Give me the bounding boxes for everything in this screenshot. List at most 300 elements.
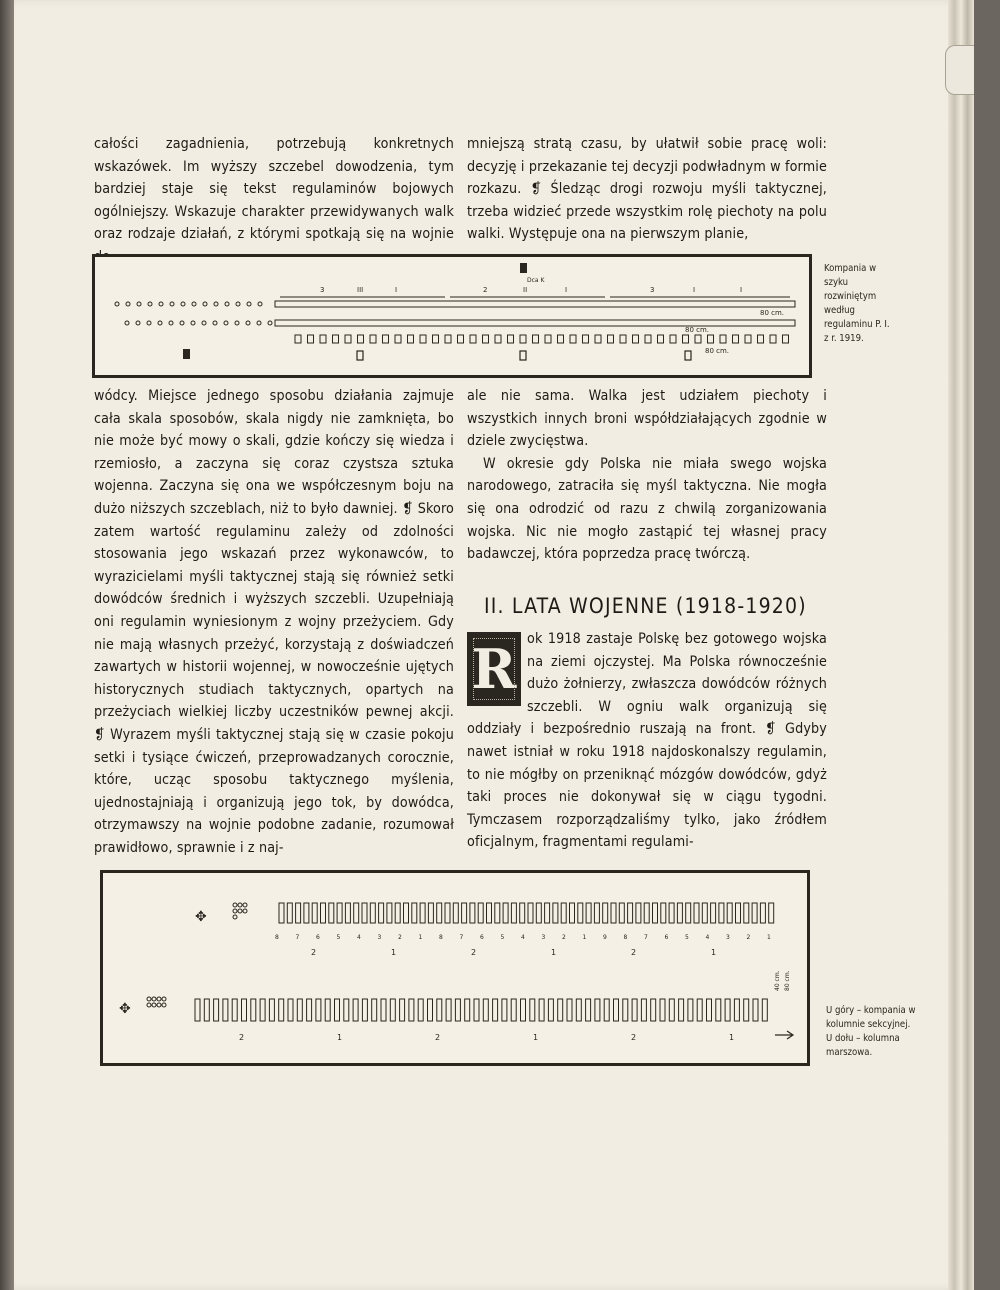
section-number: 5 xyxy=(336,934,341,941)
top-group-numbers xyxy=(311,948,716,957)
soldier-square xyxy=(395,335,401,343)
fig2-measure-b: 80 cm. xyxy=(784,970,791,991)
unit-bar xyxy=(420,903,425,923)
soldier-square xyxy=(470,335,476,343)
soldier-square xyxy=(658,335,664,343)
unit-bar xyxy=(390,999,395,1021)
unit-bar xyxy=(719,903,724,923)
unit-bar xyxy=(329,903,334,923)
soldier-square xyxy=(308,335,314,343)
unit-bar xyxy=(195,999,200,1021)
unit-bar xyxy=(511,999,516,1021)
unit-bar xyxy=(528,903,533,923)
soldier-dot xyxy=(181,302,185,306)
soldier-square xyxy=(295,335,301,343)
unit-bar xyxy=(520,903,525,923)
soldier-square xyxy=(770,335,776,343)
soldier-square xyxy=(383,335,389,343)
soldier-square xyxy=(458,335,464,343)
bottom-commander xyxy=(119,1001,131,1017)
unit-bar xyxy=(644,903,649,923)
unit-bar xyxy=(558,999,563,1021)
unit-bar xyxy=(412,903,417,923)
unit-bar xyxy=(702,903,707,923)
figure-2-diagram xyxy=(103,873,807,1063)
unit-dot xyxy=(147,1003,151,1007)
section-number: 2 xyxy=(398,934,402,941)
section-number: 4 xyxy=(357,934,361,941)
unit-bar xyxy=(619,903,624,923)
soldier-dot xyxy=(147,321,151,325)
unit-bar xyxy=(428,999,433,1021)
page-edges xyxy=(948,0,974,1290)
unit-bar xyxy=(287,903,292,923)
soldier-dot xyxy=(126,302,130,306)
unit-bar xyxy=(553,903,558,923)
unit-bar xyxy=(753,999,758,1021)
unit-bar xyxy=(586,999,591,1021)
section-number: 1 xyxy=(767,934,771,941)
unit-bar xyxy=(487,903,492,923)
soldier-dot xyxy=(247,302,251,306)
section-number: 3 xyxy=(377,934,382,941)
soldier-square xyxy=(583,335,589,343)
section-number: 8 xyxy=(623,934,628,941)
right-paragraph-mid-2: W okresie gdy Polska nie miała swego wojska narodowego, zatraciła się myśl taktyczna. Nie mogła się ona odrodzić od razu z chwilą zorganizowania wojska. Nic nie mogło zastąpić tej własnej pracy badawczej, która poprzedza pracę twórczą. xyxy=(467,455,827,563)
top-section-numbers xyxy=(275,934,771,941)
soldier-square xyxy=(695,335,701,343)
section-number: 1 xyxy=(582,934,587,941)
unit-bar xyxy=(586,903,591,923)
unit-bar xyxy=(744,903,749,923)
unit-bar xyxy=(462,903,467,923)
unit-bar xyxy=(578,903,583,923)
page-tab xyxy=(945,45,974,95)
unit-bar xyxy=(279,903,284,923)
unit-bar xyxy=(321,903,326,923)
right-paragraph-mid-1: ale nie sama. Walka jest udziałem piechoty i wszystkich innych broni współdziałających zgodnie w dziele zwycięstwa. xyxy=(467,388,827,450)
section-number: 9 xyxy=(603,934,607,941)
left-column-mid xyxy=(94,385,454,859)
unit-bar xyxy=(628,903,633,923)
unit-bar xyxy=(594,903,599,923)
row-squares xyxy=(295,335,789,343)
figure-1-caption: Kompania w szyku rozwiniętym według regulaminu P. I. z r. 1919. xyxy=(824,263,890,344)
unit-bar xyxy=(204,999,209,1021)
unit-dot xyxy=(238,909,242,913)
section-number: 5 xyxy=(685,934,689,941)
unit-bar xyxy=(242,999,247,1021)
unit-bar xyxy=(354,903,359,923)
top-number: 3 xyxy=(650,286,655,294)
unit-bar xyxy=(372,999,377,1021)
group-number: 1 xyxy=(533,1033,539,1042)
unit-dot xyxy=(147,997,151,1001)
top-number: II xyxy=(523,286,528,294)
unit-bar xyxy=(669,903,674,923)
unit-bar xyxy=(545,903,550,923)
unit-bar xyxy=(288,999,293,1021)
unit-bar xyxy=(503,903,508,923)
soldier-square xyxy=(533,335,539,343)
unit-bar xyxy=(223,999,228,1021)
soldier-square xyxy=(445,335,451,343)
unit-bar xyxy=(636,903,641,923)
measure-b: 80 cm. xyxy=(685,326,710,334)
top-column-units xyxy=(233,903,774,923)
unit-bar xyxy=(502,999,507,1021)
section-number: 7 xyxy=(459,934,464,941)
section-heading: II. LATA WOJENNE (1918-1920) xyxy=(484,594,807,618)
soldier-square xyxy=(720,335,726,343)
unit-bar xyxy=(716,999,721,1021)
unit-bar xyxy=(604,999,609,1021)
unit-bar xyxy=(445,903,450,923)
unit-bar xyxy=(561,903,566,923)
unit-bar xyxy=(260,999,265,1021)
unit-bar xyxy=(307,999,312,1021)
unit-bar xyxy=(483,999,488,1021)
unit-bar xyxy=(623,999,628,1021)
section-number: 4 xyxy=(521,934,525,941)
unit-bar xyxy=(725,999,730,1021)
unit-bar xyxy=(661,903,666,923)
bottom-markers xyxy=(357,351,691,360)
soldier-dot xyxy=(235,321,239,325)
top-number: I xyxy=(740,286,743,294)
command-label: Dca K xyxy=(527,277,545,284)
unit-dot xyxy=(152,1003,156,1007)
unit-dot xyxy=(152,997,156,1001)
unit-bar xyxy=(478,903,483,923)
unit-bar xyxy=(437,903,442,923)
soldier-square xyxy=(545,335,551,343)
unit-bar xyxy=(362,999,367,1021)
soldier-dot xyxy=(136,321,140,325)
unit-bar xyxy=(641,999,646,1021)
group-number: 1 xyxy=(551,948,557,957)
group-number: 2 xyxy=(435,1033,441,1042)
unit-bar xyxy=(409,999,414,1021)
section-number: 6 xyxy=(664,934,669,941)
unit-bar xyxy=(395,903,400,923)
officer-marker xyxy=(520,351,526,360)
group-number: 1 xyxy=(337,1033,343,1042)
section-number: 7 xyxy=(644,934,648,941)
unit-bar xyxy=(511,903,516,923)
unit-bar xyxy=(603,903,608,923)
unit-bar xyxy=(539,999,544,1021)
soldier-square xyxy=(620,335,626,343)
unit-bar xyxy=(474,999,479,1021)
group-number: 1 xyxy=(711,948,717,957)
unit-bar xyxy=(345,903,350,923)
unit-dot xyxy=(243,909,247,913)
commander-symbol xyxy=(520,263,546,284)
unit-bar xyxy=(548,999,553,1021)
section-number: 3 xyxy=(541,934,546,941)
unit-bar xyxy=(688,999,693,1021)
unit-bar xyxy=(381,999,386,1021)
right-column-mid xyxy=(467,385,827,566)
unit-bar xyxy=(707,999,712,1021)
soldier-square xyxy=(633,335,639,343)
unit-bar xyxy=(595,999,600,1021)
unit-bar xyxy=(570,903,575,923)
unit-bar xyxy=(455,999,460,1021)
unit-bar xyxy=(269,999,274,1021)
unit-bar xyxy=(677,903,682,923)
soldier-dot xyxy=(224,321,228,325)
unit-bar xyxy=(418,999,423,1021)
unit-bar xyxy=(727,903,732,923)
top-number: I xyxy=(693,286,696,294)
unit-bar xyxy=(316,999,321,1021)
unit-bar xyxy=(453,903,458,923)
bottom-column-units xyxy=(147,997,767,1021)
section-number: 2 xyxy=(562,934,566,941)
soldier-square xyxy=(558,335,564,343)
soldier-dot xyxy=(246,321,250,325)
section-number: 8 xyxy=(275,934,279,941)
unit-bar xyxy=(437,999,442,1021)
unit-bar xyxy=(694,903,699,923)
unit-bar xyxy=(387,903,392,923)
unit-bar xyxy=(697,999,702,1021)
left-paragraph-top: całości zagadnienia, potrzebują konkretnych wskazówek. Im wyższy szczebel dowodzenia, tym bardziej staje się tekst regulaminów bojowych ogólniejszy. Wskazuje charakter przewidywanych walk oraz rodzaje działań, z którymi spotkają się na wojnie xyxy=(94,136,454,243)
soldier-dot xyxy=(170,302,174,306)
unit-bar xyxy=(669,999,674,1021)
left-marker xyxy=(183,349,190,359)
unit-bar xyxy=(679,999,684,1021)
soldier-dot xyxy=(148,302,152,306)
soldier-square xyxy=(708,335,714,343)
soldier-square xyxy=(495,335,501,343)
unit-bar xyxy=(404,903,409,923)
unit-bar xyxy=(400,999,405,1021)
unit-bar xyxy=(734,999,739,1021)
right-paragraph-top: mniejszą stratą czasu, by ułatwił sobie pracę woli: decyzję i przekazanie tej decyzji podwładnym w formie rozkazu. ❡ Śledząc drogi rozwoju myśli taktycznej, trzeba widzieć przede wszystkim rolę piechoty na polu walki. Występuje ona na pierwszym planie, xyxy=(467,136,827,243)
group-number: 2 xyxy=(471,948,477,957)
soldier-square xyxy=(783,335,789,343)
unit-bar xyxy=(762,999,767,1021)
unit-bar xyxy=(521,999,526,1021)
top-commander xyxy=(195,909,207,925)
unit-bar xyxy=(370,903,375,923)
soldier-square xyxy=(408,335,414,343)
soldier-square xyxy=(608,335,614,343)
soldier-dot xyxy=(213,321,217,325)
section-number: 4 xyxy=(705,934,710,941)
unit-bar xyxy=(232,999,237,1021)
unit-bar xyxy=(660,999,665,1021)
left-column-top xyxy=(94,133,454,269)
bottom-group-numbers xyxy=(239,1033,734,1042)
soldier-dot xyxy=(158,321,162,325)
unit-bar xyxy=(296,903,301,923)
soldier-dot xyxy=(236,302,240,306)
group-number: 2 xyxy=(239,1033,245,1042)
soldier-square xyxy=(358,335,364,343)
right-column-top xyxy=(467,133,827,246)
unit-bar xyxy=(297,999,302,1021)
hatched-line xyxy=(275,301,795,326)
section-number: 6 xyxy=(480,934,484,941)
soldier-square xyxy=(595,335,601,343)
soldier-square xyxy=(508,335,514,343)
soldier-square xyxy=(370,335,376,343)
unit-bar xyxy=(493,999,498,1021)
soldier-dot xyxy=(257,321,261,325)
direction-arrow xyxy=(775,1031,793,1039)
soldier-square xyxy=(520,335,526,343)
top-number: I xyxy=(565,286,568,294)
figure-company-column xyxy=(100,870,810,1066)
top-number: 2 xyxy=(483,286,488,294)
soldier-dot xyxy=(169,321,173,325)
figure-company-line xyxy=(92,254,812,378)
unit-bar xyxy=(576,999,581,1021)
group-number: 2 xyxy=(311,948,317,957)
unit-bar xyxy=(567,999,572,1021)
soldier-square xyxy=(683,335,689,343)
soldier-dot xyxy=(258,302,262,306)
section-number: 2 xyxy=(746,934,751,941)
group-number: 2 xyxy=(631,948,637,957)
section-number: 8 xyxy=(439,934,443,941)
soldier-dot xyxy=(192,302,196,306)
unit-bar xyxy=(632,999,637,1021)
soldier-dot xyxy=(159,302,163,306)
section-number: 3 xyxy=(726,934,730,941)
soldier-dot xyxy=(180,321,184,325)
soldier-square xyxy=(570,335,576,343)
row-soldiers-2 xyxy=(125,321,272,325)
unit-bar xyxy=(752,903,757,923)
soldier-square xyxy=(433,335,439,343)
unit-bar xyxy=(611,903,616,923)
soldier-square xyxy=(745,335,751,343)
measure-c: 80 cm. xyxy=(705,347,730,355)
unit-bar xyxy=(312,903,317,923)
unit-bar xyxy=(379,903,384,923)
left-paragraph-mid: wódcy. Miejsce jednego sposobu działania zajmuje cała skala sposobów, skala nigdy nie zamknięta, bo nie może być mowy o skali, gdzie kończy się wiedza i rzemiosło, a zaczyna się coraz czystsza sztuka wojenna. Zaczyna się ona we współczesnym boju na dużo niższych szczeblach, niż to było dawniej. ❡ Skoro zatem wartość regulaminu zależy od zdolności stosowania jego wskazań przez wykonawców, to wyrazicielami myśli taktycznej stają się również setki dowódców średnich i wyższych szczebli. Uzupełniają oni regulamin wyniesionym z wojny przeżyciem. Gdy nie mają własnych przeżyć, korzystają z doświadczeń zawartych w historii wojennej, w nowocześnie ujętych historycznych studiach taktycznych, opartych na przeżyciach wielkiej liczby uczestników pewnej akcji. ❡ Wyrazem myśli taktycznej stają się w czasie pokoju setki i tysiące ćwiczeń, przeprowadzanych corocznie, które, ucząc sposobu taktycznego myślenia, ujednostajniają i organizują jego tok, by dowódca, otrzymawszy na wojnie podobne zadanie, rozumował prawidłowo, sprawnie i z naj- xyxy=(94,388,454,856)
unit-bar xyxy=(530,999,535,1021)
section-column xyxy=(467,628,827,854)
unit-bar xyxy=(446,999,451,1021)
unit-bar xyxy=(536,903,541,923)
unit-bar xyxy=(769,903,774,923)
unit-bar xyxy=(335,999,340,1021)
unit-dot xyxy=(157,997,161,1001)
unit-dot xyxy=(243,903,247,907)
section-number: 6 xyxy=(316,934,320,941)
unit-bar xyxy=(337,903,342,923)
unit-dot xyxy=(233,909,237,913)
soldier-dot xyxy=(203,302,207,306)
officer-marker xyxy=(357,351,363,360)
unit-bar xyxy=(686,903,691,923)
unit-dot xyxy=(162,997,166,1001)
soldier-square xyxy=(645,335,651,343)
soldier-square xyxy=(483,335,489,343)
figure-2-caption: U góry – kompania w kolumnie sekcyjnej. U dołu – kolumna marszowa. xyxy=(826,1005,916,1058)
section-paragraph: ok 1918 zastaje Polskę bez gotowego wojska na ziemi ojczystej. Ma Polska równocześnie dużo żołnierzy, zwłaszcza dowódców różnych szczebli. W ogniu walk organizują się oddziały i bezpośrednio ruszają na front. ❡ Gdyby nawet istniał w roku 1918 najdoskonalszy regulamin, to nie mógłby on przeniknąć mózgów dowódców, gdyż taki proces nie dokonywał się w ciągu tygodni. Tymczasem rozporządzaliśmy tylko, jako źródłem oficjalnym, fragmentami regulami- xyxy=(467,631,827,851)
unit-bar xyxy=(653,903,658,923)
unit-bar xyxy=(470,903,475,923)
unit-bar xyxy=(279,999,284,1021)
unit-bar xyxy=(495,903,500,923)
row-soldiers-1 xyxy=(115,302,262,306)
group-number: 2 xyxy=(631,1033,637,1042)
soldier-dot xyxy=(191,321,195,325)
unit-dot xyxy=(162,1003,166,1007)
group-number: 1 xyxy=(729,1033,735,1042)
unit-bar xyxy=(736,903,741,923)
soldier-square xyxy=(345,335,351,343)
unit-dot xyxy=(238,903,242,907)
unit-bar xyxy=(428,903,433,923)
group-number: 1 xyxy=(391,948,397,957)
measure-a: 80 cm. xyxy=(760,309,785,317)
unit-bar xyxy=(325,999,330,1021)
section-number: 1 xyxy=(418,934,423,941)
soldier-dot xyxy=(268,321,272,325)
section-number: 7 xyxy=(295,934,300,941)
top-number: 3 xyxy=(320,286,325,294)
drop-cap-initial: R xyxy=(467,632,521,706)
top-number: I xyxy=(395,286,398,294)
unit-bar xyxy=(465,999,470,1021)
unit-bar xyxy=(353,999,358,1021)
binding-shadow xyxy=(0,0,14,1290)
fig2-measure-a: 40 cm. xyxy=(774,970,781,991)
unit-bar xyxy=(760,903,765,923)
soldier-dot xyxy=(115,302,119,306)
unit-dot xyxy=(233,903,237,907)
soldier-square xyxy=(758,335,764,343)
unit-dot xyxy=(157,1003,161,1007)
top-numbers xyxy=(320,286,742,294)
officer-marker xyxy=(685,351,691,360)
soldier-square xyxy=(333,335,339,343)
svg-text:✥: ✥ xyxy=(195,909,207,925)
soldier-square xyxy=(670,335,676,343)
soldier-square xyxy=(420,335,426,343)
svg-text:✥: ✥ xyxy=(119,1001,131,1017)
unit-bar xyxy=(651,999,656,1021)
unit-bar xyxy=(251,999,256,1021)
unit-bar xyxy=(362,903,367,923)
soldier-dot xyxy=(225,302,229,306)
unit-dot xyxy=(233,915,237,919)
unit-bar xyxy=(744,999,749,1021)
unit-bar xyxy=(344,999,349,1021)
soldier-square xyxy=(733,335,739,343)
top-number: III xyxy=(357,286,364,294)
soldier-dot xyxy=(125,321,129,325)
soldier-square xyxy=(320,335,326,343)
soldier-dot xyxy=(214,302,218,306)
unit-bar xyxy=(711,903,716,923)
soldier-dot xyxy=(202,321,206,325)
section-number: 5 xyxy=(500,934,505,941)
unit-bar xyxy=(214,999,219,1021)
figure-1-diagram xyxy=(95,257,809,375)
unit-bar xyxy=(614,999,619,1021)
soldier-dot xyxy=(137,302,141,306)
unit-bar xyxy=(304,903,309,923)
